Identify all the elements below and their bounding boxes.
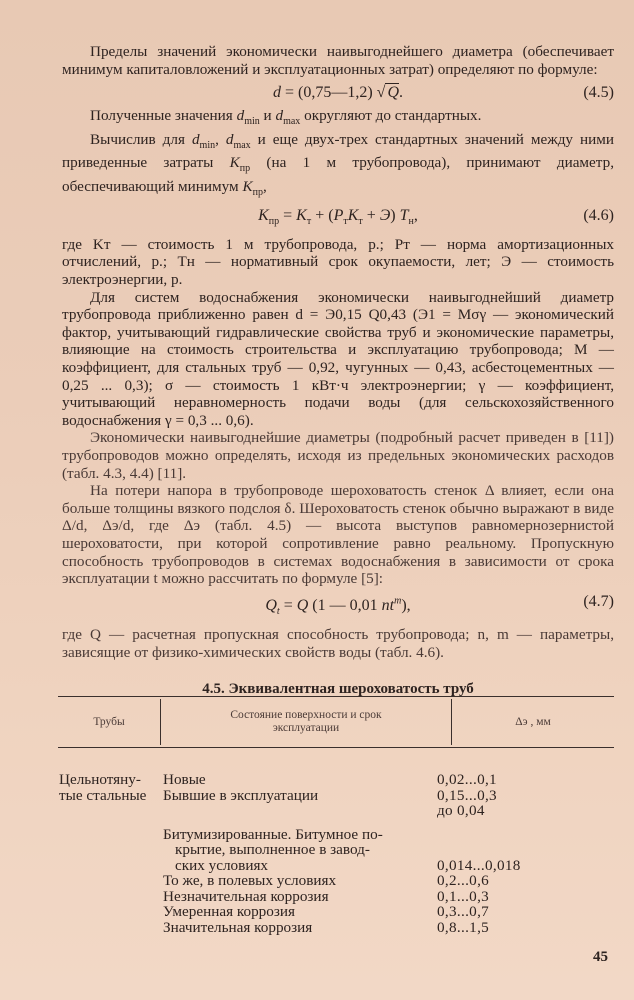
table-row [59,827,615,874]
equation-number: (4.5) [583,84,614,102]
column-header-pipes: Трубы [58,699,161,745]
table-row [59,772,615,788]
condition-cell: То же, в полевых условиях [163,872,337,889]
condition-cell: Значительная коррозия [163,918,313,936]
table-row [59,904,615,920]
formula-4-7 [62,591,614,624]
formula-4-5: d = (0,75—1,2) √ Q. (4.5) [62,82,614,104]
value-cell: 0,014...0,018 [437,856,521,874]
page-number: 45 [593,949,608,965]
pipe-type-cell: тые стальные [59,786,147,804]
condition-cell: Новые [163,771,206,788]
pipe-type-cell: Цельнотяну- [59,771,141,788]
table-row [59,803,615,819]
table-body [59,772,615,935]
paragraph-economic-diameters: Экономически наивыгоднейшие диаметры (подробный расчет приведен в [11]) трубопроводов можно определять, исходя из предельных экономических расходов (табл. 4.3, 4.4) [11]. [62,429,614,482]
value-cell: 0,2...0,6 [437,872,490,889]
equation-number: (4.6) [583,206,614,224]
sqrt-symbol: √ Q [376,84,400,102]
value-cell: 0,3...0,7 [437,903,490,920]
paragraph-water-systems: Для систем водоснабжения экономически наивыгоднейший диаметр трубопровода приближенно равен d = Э0,15 Q0,43 (Э1 = Mσγ — экономический фактор, учитывающий гидравлические свойства труб и экономические параметры, влияющие на стоимость строительства и эксплуатацию трубопровода; M — коэффициент, для стальных труб — 0,92, чугунных — 0,43, асбестоцементных — 0,25 ... 0,3); σ — стоимость 1 кВт·ч электроэнергии; γ — коэффициент, учитывающий неравномерность подачи воды (для сельскохозяйственного водоснабжения γ = 0,3 ... 0,6). [62,288,614,429]
table-row [59,873,615,889]
table-row [59,889,615,905]
table-row [59,920,615,936]
value-cell: до 0,04 [437,802,485,819]
paragraph-rounding: Полученные значения $d_{min}$ и $d_{max}$ округляют до стандартных. [90,107,482,128]
formula-4-7-body: $Q_t = Q$ (1 — 0,01 $nt^m$), [265,595,411,618]
table-title: 4.5. Эквивалентная шероховатость труб [202,681,474,698]
table-row [59,788,615,804]
page-body [62,0,614,698]
value-cell: 0,8...1,5 [437,918,490,936]
condition-cell: Незначительная коррозия [163,887,329,905]
condition-cell: Умеренная коррозия [163,903,295,920]
paragraph-roughness: На потери напора в трубопроводе шероховатость стенок Δ влияет, если она больше толщины вязкого подслоя δ. Шероховатость стенок обычно выражают в виде Δ/d, Δэ/d, где Δэ (табл. 4.5) — высота выступов равномернозернистой шероховатости, при которой сопротивление равно реальному. Пропускную способность трубопроводов в системах водоснабжения в зависимости от срока эксплуатации t можно рассчитать по формуле [5]: [62,482,614,588]
paragraph-where-q: где Q — расчетная пропускная способность трубопровода; n, m — параметры, зависящие от физико-химических свойств воды (табл. 4.6). [62,626,614,661]
paragraph-reduced-costs: Вычислив для $d_{min}$, $d_{max}$ и еще двух-трех стандартных значений между ними приведенные затраты $K_{пр}$ (на 1 м трубопровода), принимают диаметр, обеспечивающий минимум $K_{пр}$, [62,130,614,199]
condition-cell: Битумизированные. Битумное по- крытие, выполненное в завод- ских условиях [163,825,383,874]
value-cell: 0,1...0,3 [437,887,490,905]
value-cell: 0,02...0,1 [437,771,497,788]
column-header-condition: Состояние поверхности и срок эксплуатации [161,699,452,745]
formula-4-6 [62,205,614,233]
paragraph-diameter-limits: Пределы значений экономически наивыгоднейшего диаметра (обеспечивает минимум капиталовложений и эксплуатационных затрат) определяют по формуле: [62,43,614,78]
value-cell: 0,15...0,3 [437,786,497,804]
paragraph-where-k: где Kт — стоимость 1 м трубопровода, р.; Pт — норма амортизационных отчислений, р.; Tн — нормативный срок окупаемости, лет; Э — стоимость электроэнергии, р. [62,235,614,289]
table-header [58,696,614,748]
formula-4-6-body: $K_{пр} = K_т + (P_тK_т + Э)$ $T_н$, [258,206,418,227]
condition-cell [163,803,433,819]
equation-number: (4.7) [583,592,614,610]
condition-cell: Бывшие в эксплуатации [163,786,319,804]
column-header-roughness: Δэ , мм [515,715,551,728]
